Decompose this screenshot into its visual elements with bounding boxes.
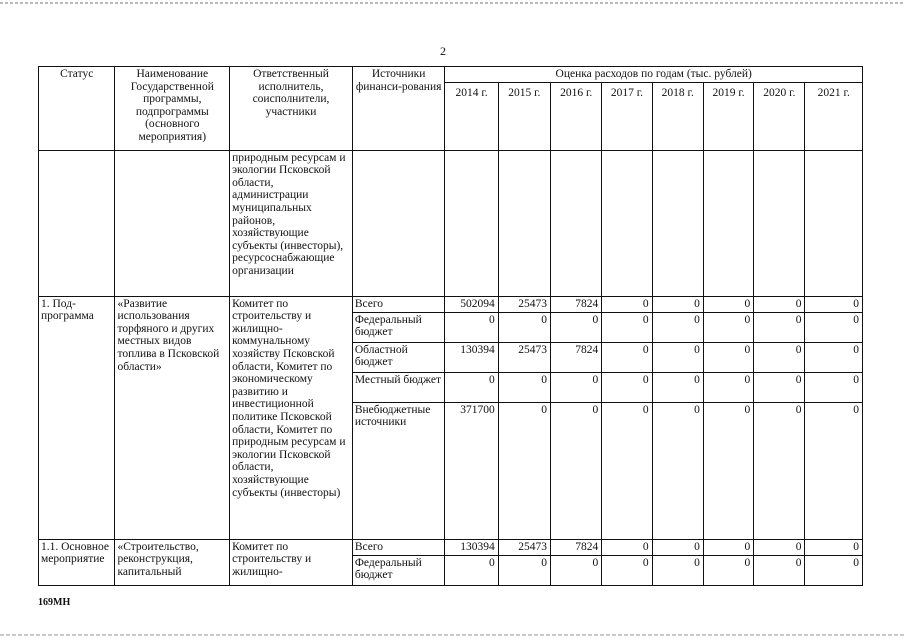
header-executor: Ответственный исполнитель, соисполнители, участники bbox=[230, 67, 353, 151]
page-number: 2 bbox=[440, 44, 446, 58]
value-cell: 371700 bbox=[445, 402, 498, 539]
funding-source: Федеральный бюджет bbox=[352, 312, 445, 342]
value-cell: 0 bbox=[703, 402, 753, 539]
value-cell: 7824 bbox=[551, 539, 602, 555]
value-cell: 0 bbox=[652, 402, 703, 539]
value-cell: 0 bbox=[551, 312, 602, 342]
subprogram-name: «Развитие использования торфяного и других местных видов топлива в Псковской области» bbox=[115, 296, 230, 539]
year-header: 2016 г. bbox=[551, 82, 602, 150]
value-cell: 0 bbox=[498, 555, 550, 585]
value-cell: 0 bbox=[652, 555, 703, 585]
value-cell: 0 bbox=[551, 372, 602, 402]
value-cell: 0 bbox=[445, 372, 498, 402]
value-cell: 0 bbox=[805, 312, 863, 342]
year-header: 2017 г. bbox=[602, 82, 652, 150]
value-cell: 0 bbox=[652, 342, 703, 372]
value-cell: 0 bbox=[754, 402, 805, 539]
value-cell: 0 bbox=[805, 539, 863, 555]
value-cell: 0 bbox=[754, 539, 805, 555]
value-cell: 0 bbox=[703, 342, 753, 372]
value-cell: 0 bbox=[602, 539, 652, 555]
year-header: 2020 г. bbox=[754, 82, 805, 150]
value-cell: 7824 bbox=[551, 296, 602, 312]
value-cell: 0 bbox=[805, 555, 863, 585]
continuation-row bbox=[39, 150, 863, 296]
value-cell: 0 bbox=[754, 372, 805, 402]
value-cell: 0 bbox=[602, 555, 652, 585]
value-cell: 130394 bbox=[445, 539, 498, 555]
value-cell: 0 bbox=[498, 372, 550, 402]
value-cell: 0 bbox=[602, 402, 652, 539]
value-cell: 0 bbox=[551, 555, 602, 585]
value-cell: 0 bbox=[445, 312, 498, 342]
value-cell: 0 bbox=[805, 402, 863, 539]
table-row bbox=[39, 296, 863, 312]
value-cell: 0 bbox=[754, 296, 805, 312]
value-cell: 0 bbox=[602, 372, 652, 402]
header-expense-estimate: Оценка расходов по годам (тыс. рублей) bbox=[445, 67, 863, 83]
funding-source: Областной бюджет bbox=[352, 342, 445, 372]
value-cell: 130394 bbox=[445, 342, 498, 372]
value-cell: 0 bbox=[805, 372, 863, 402]
value-cell: 0 bbox=[703, 296, 753, 312]
value-cell: 0 bbox=[754, 342, 805, 372]
value-cell: 25473 bbox=[498, 539, 550, 555]
value-cell: 0 bbox=[498, 402, 550, 539]
subprogram-status: 1. Под-программа bbox=[39, 296, 115, 539]
value-cell: 0 bbox=[652, 296, 703, 312]
document-code: 169МН bbox=[38, 597, 71, 608]
year-header: 2019 г. bbox=[703, 82, 753, 150]
value-cell: 0 bbox=[652, 372, 703, 402]
value-cell: 0 bbox=[551, 402, 602, 539]
value-cell: 0 bbox=[703, 555, 753, 585]
funding-source: Федеральный бюджет bbox=[352, 555, 445, 585]
funding-source: Внебюджетные источники bbox=[352, 402, 445, 539]
year-header: 2015 г. bbox=[498, 82, 550, 150]
year-header: 2021 г. bbox=[805, 82, 863, 150]
funding-source: Всего bbox=[352, 296, 445, 312]
value-cell: 502094 bbox=[445, 296, 498, 312]
header-row bbox=[39, 67, 863, 83]
continuation-executor: природным ресурсам и экологии Псковской области, администрации муниципальных районов, хозяйствующие субъекты (инвесторы), ресурсоснабжающие организации bbox=[230, 150, 353, 296]
value-cell: 0 bbox=[703, 312, 753, 342]
value-cell: 0 bbox=[805, 296, 863, 312]
subprogram-executor: Комитет по строительству и жилищно-коммунальному хозяйству Псковской области, Комитет по экономическому развитию и инвестиционной политике Псковской области, Комитет по природным ресурсам и экологии Псковской области, хозяйствующие субъекты (инвесторы) bbox=[230, 296, 353, 539]
budget-table bbox=[38, 66, 863, 586]
value-cell: 0 bbox=[602, 342, 652, 372]
table-row bbox=[39, 539, 863, 555]
funding-source: Всего bbox=[352, 539, 445, 555]
header-status: Статус bbox=[39, 67, 115, 151]
value-cell: 0 bbox=[498, 312, 550, 342]
year-header: 2018 г. bbox=[652, 82, 703, 150]
activity-executor: Комитет по строительству и жилищно- bbox=[230, 539, 353, 585]
header-funding-sources: Источники финанси-рования bbox=[352, 67, 445, 151]
value-cell: 25473 bbox=[498, 342, 550, 372]
value-cell: 0 bbox=[703, 539, 753, 555]
value-cell: 0 bbox=[652, 312, 703, 342]
value-cell: 0 bbox=[754, 555, 805, 585]
value-cell: 25473 bbox=[498, 296, 550, 312]
funding-source: Местный бюджет bbox=[352, 372, 445, 402]
value-cell: 7824 bbox=[551, 342, 602, 372]
value-cell: 0 bbox=[703, 372, 753, 402]
value-cell: 0 bbox=[445, 555, 498, 585]
header-program-name: Наименование Государственной программы, подпрограммы (основного мероприятия) bbox=[115, 67, 230, 151]
scan-edge-top bbox=[0, 2, 905, 4]
value-cell: 0 bbox=[602, 312, 652, 342]
activity-status: 1.1. Основное мероприятие bbox=[39, 539, 115, 585]
scan-edge-bottom bbox=[0, 634, 905, 636]
year-header: 2014 г. bbox=[445, 82, 498, 150]
value-cell: 0 bbox=[652, 539, 703, 555]
value-cell: 0 bbox=[602, 296, 652, 312]
value-cell: 0 bbox=[805, 342, 863, 372]
activity-name: «Строительство, реконструкция, капитальный bbox=[115, 539, 230, 585]
value-cell: 0 bbox=[754, 312, 805, 342]
